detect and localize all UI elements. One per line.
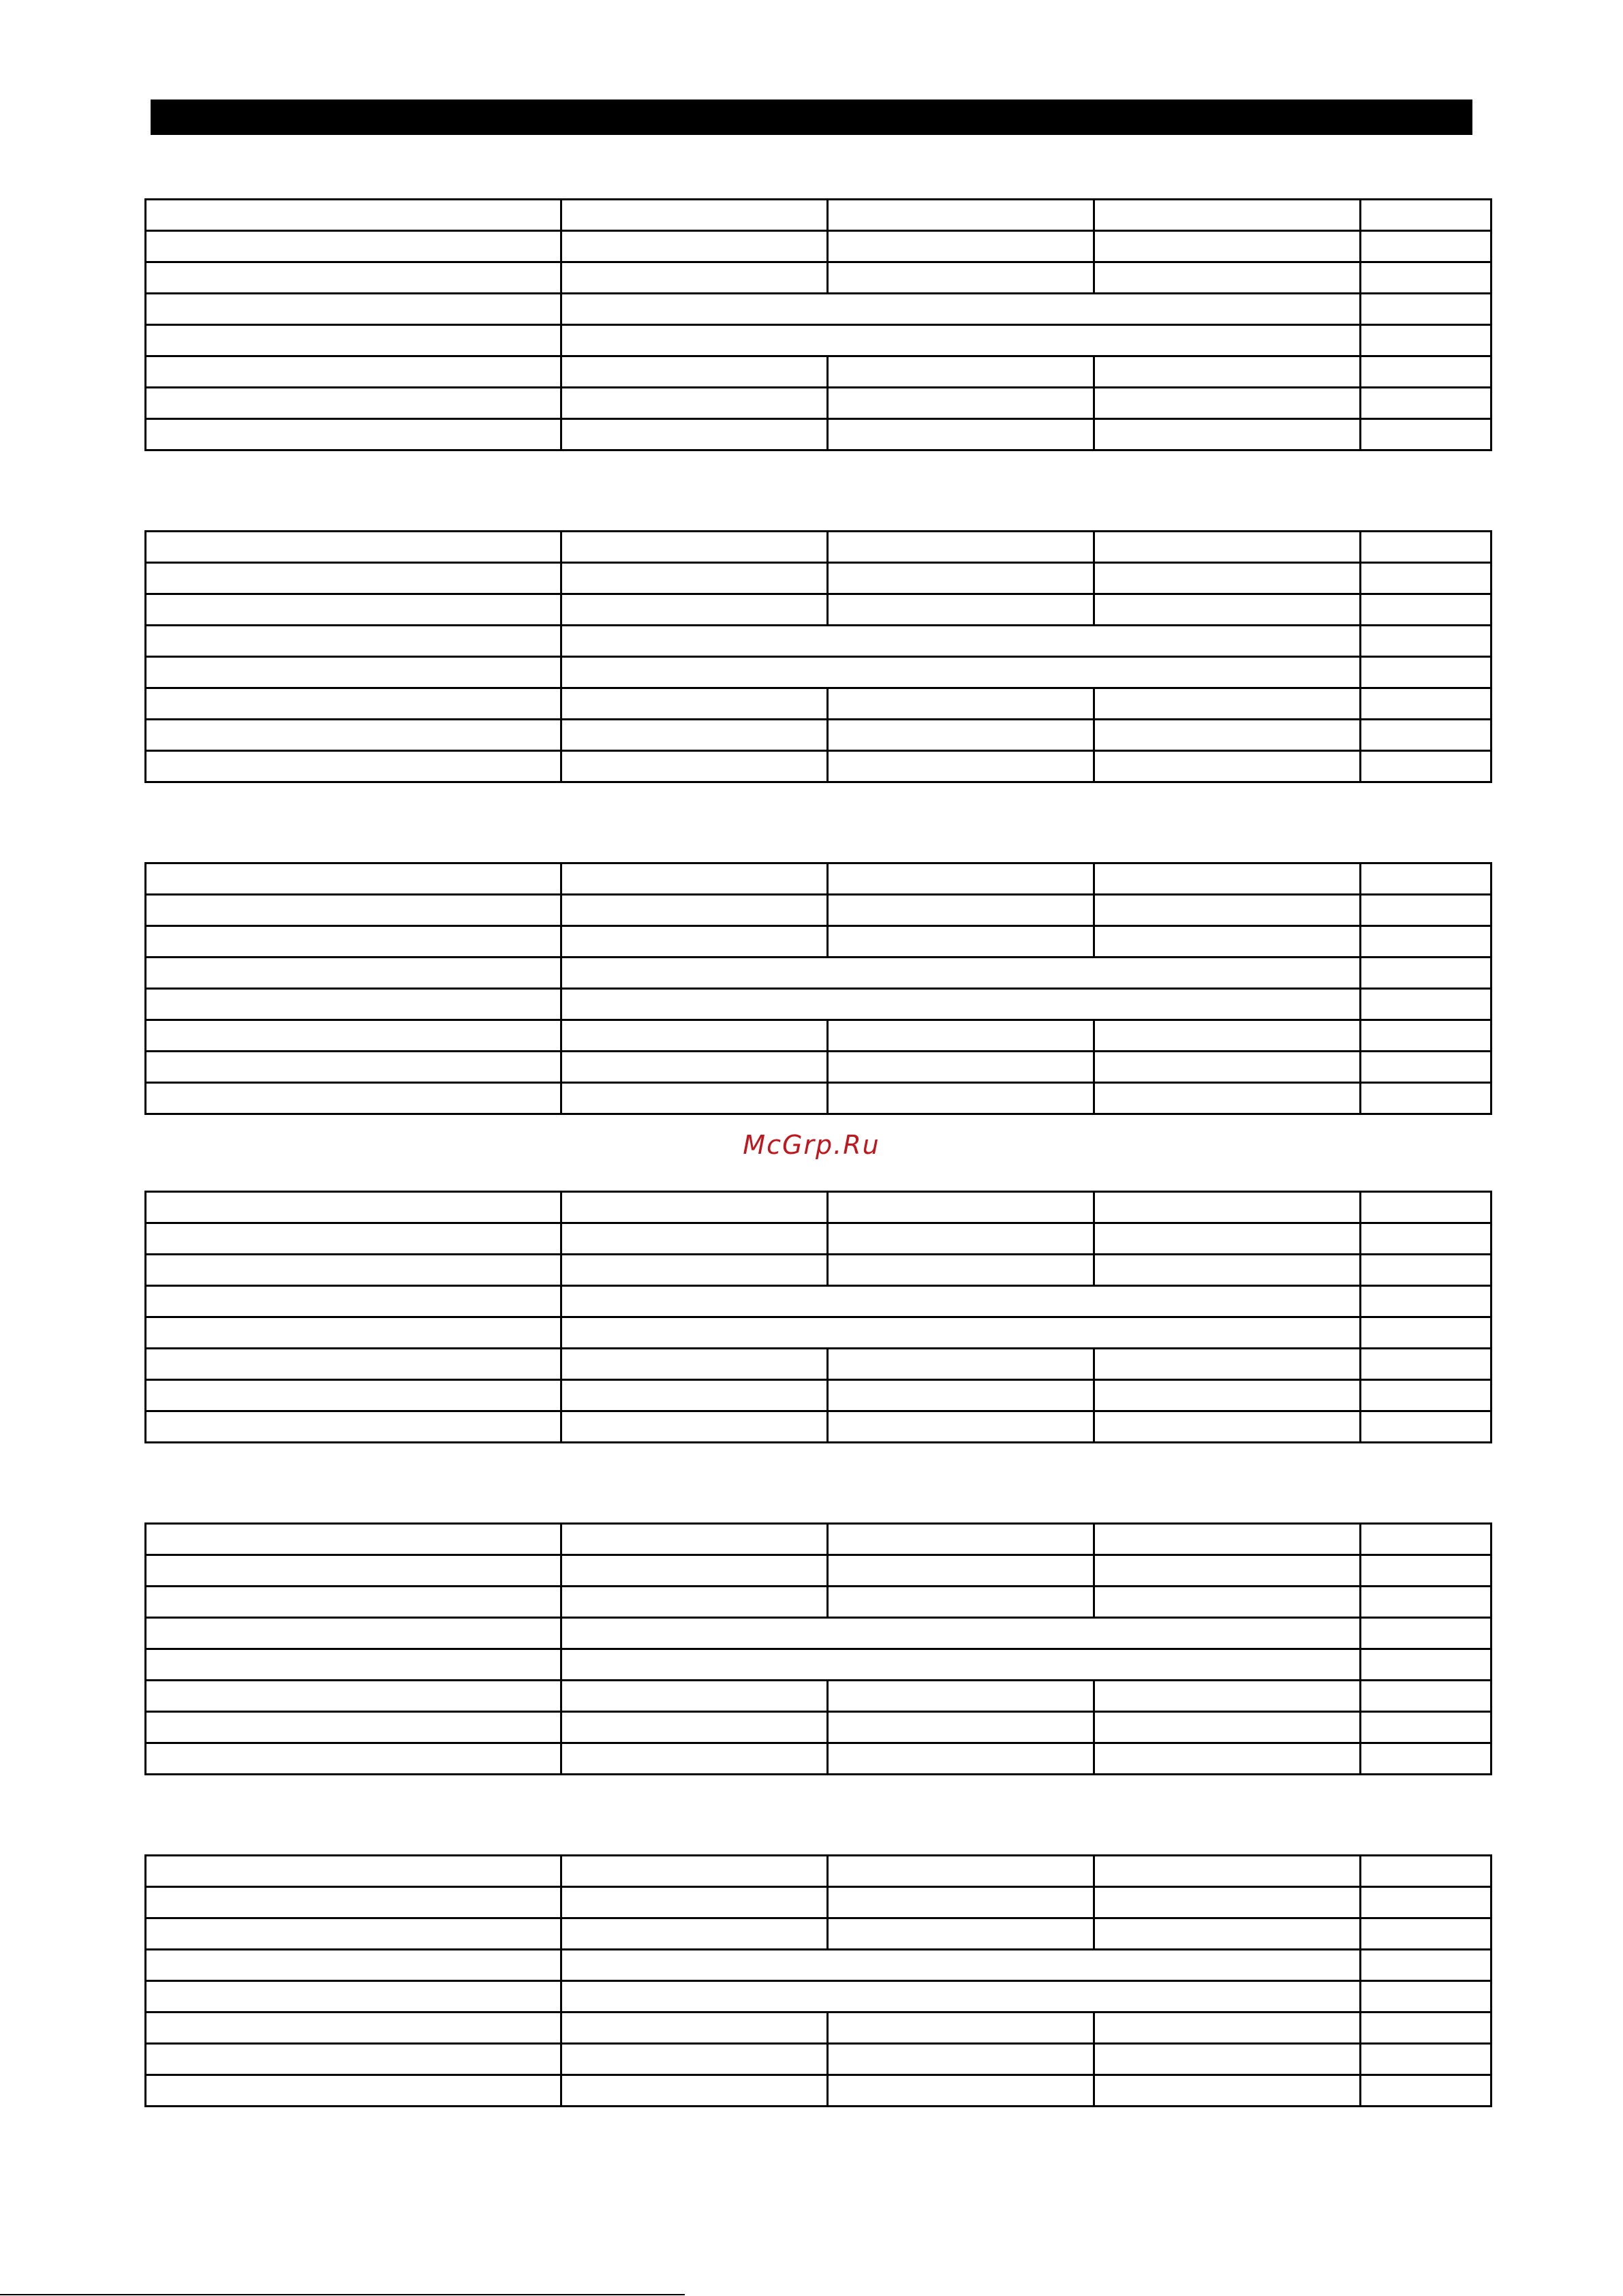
table-cell [1094, 594, 1361, 626]
table-cell [1094, 1743, 1361, 1775]
table-cell [561, 688, 828, 720]
table-cell [561, 356, 828, 388]
table-row [146, 626, 1491, 657]
table-cell [146, 325, 561, 356]
table-cell [828, 1856, 1094, 1887]
table-cell [1361, 231, 1491, 262]
table-row [146, 1192, 1491, 1223]
table-cell [1361, 720, 1491, 751]
form-table-2 [144, 530, 1492, 783]
table-row [146, 1380, 1491, 1411]
table-row [146, 1255, 1491, 1286]
table-cell [1361, 1524, 1491, 1555]
table-cell [828, 863, 1094, 895]
table-row [146, 1981, 1491, 2012]
table-cell [146, 563, 561, 594]
table-cell [1361, 751, 1491, 782]
table-cell [561, 1286, 1361, 1317]
table-cell [828, 1681, 1094, 1712]
table-cell [1361, 419, 1491, 450]
table-cell [1094, 895, 1361, 926]
table-cell [828, 720, 1094, 751]
table-row [146, 1587, 1491, 1618]
table-cell [1361, 1411, 1491, 1443]
table-cell [1094, 1712, 1361, 1743]
table-cell [561, 1349, 828, 1380]
watermark-text: McGrp.Ru [743, 1130, 880, 1160]
table-row [146, 1052, 1491, 1083]
table-cell [561, 1856, 828, 1887]
table-cell [561, 1555, 828, 1587]
table-cell [561, 2044, 828, 2075]
table-cell [1094, 1524, 1361, 1555]
table-cell [828, 200, 1094, 231]
form-table-4 [144, 1191, 1492, 1443]
table-row [146, 1020, 1491, 1052]
table-cell [1094, 1587, 1361, 1618]
table-cell [1094, 356, 1361, 388]
table-cell [1094, 1083, 1361, 1114]
table-row [146, 200, 1491, 231]
table-cell [1094, 751, 1361, 782]
table-cell [561, 1380, 828, 1411]
table-cell [1361, 1223, 1491, 1255]
table-cell [561, 657, 1361, 688]
table-cell [146, 1712, 561, 1743]
table-cell [146, 1411, 561, 1443]
table-cell [1361, 200, 1491, 231]
table-cell [1094, 388, 1361, 419]
table-cell [561, 720, 828, 751]
table-cell [1361, 594, 1491, 626]
table-cell [828, 1052, 1094, 1083]
table-row [146, 688, 1491, 720]
table-cell [146, 1083, 561, 1114]
table-cell [146, 720, 561, 751]
table-cell [561, 1317, 1361, 1349]
table-row [146, 1411, 1491, 1443]
table-row [146, 1950, 1491, 1981]
table-cell [561, 1981, 1361, 2012]
table-cell [561, 1255, 828, 1286]
table-row [146, 262, 1491, 294]
table-cell [561, 626, 1361, 657]
table-cell [146, 626, 561, 657]
table-cell [828, 1223, 1094, 1255]
table-cell [1094, 688, 1361, 720]
table-cell [561, 1524, 828, 1555]
table-cell [1361, 1618, 1491, 1649]
table-cell [1361, 356, 1491, 388]
table-cell [828, 1524, 1094, 1555]
table-cell [1361, 1681, 1491, 1712]
table-cell [1361, 958, 1491, 989]
table-cell [561, 532, 828, 563]
table-cell [146, 1255, 561, 1286]
table-cell [828, 563, 1094, 594]
table-cell [1094, 1052, 1361, 1083]
table-row [146, 720, 1491, 751]
table-cell [1361, 895, 1491, 926]
table-cell [561, 1223, 828, 1255]
table-cell [828, 2075, 1094, 2107]
table-cell [146, 200, 561, 231]
table-cell [1094, 419, 1361, 450]
table-cell [1094, 926, 1361, 958]
table-cell [1361, 325, 1491, 356]
table-row [146, 1286, 1491, 1317]
table-cell [561, 594, 828, 626]
table-cell [146, 958, 561, 989]
table-cell [828, 1411, 1094, 1443]
table-cell [828, 1349, 1094, 1380]
table-cell [561, 958, 1361, 989]
table-row [146, 563, 1491, 594]
form-table-6 [144, 1854, 1492, 2107]
table-cell [828, 231, 1094, 262]
table-cell [828, 532, 1094, 563]
table-cell [828, 895, 1094, 926]
table-cell [1361, 1649, 1491, 1681]
table-cell [828, 2044, 1094, 2075]
table-cell [146, 1380, 561, 1411]
table-cell [1361, 1712, 1491, 1743]
table-cell [146, 231, 561, 262]
table-cell [561, 1681, 828, 1712]
table-cell [146, 1918, 561, 1950]
table-cell [828, 1192, 1094, 1223]
table-cell [1094, 200, 1361, 231]
table-cell [561, 1649, 1361, 1681]
table-cell [1094, 1887, 1361, 1918]
table-cell [561, 1083, 828, 1114]
table-cell [828, 1380, 1094, 1411]
table-cell [1094, 863, 1361, 895]
table-cell [1361, 1052, 1491, 1083]
table-cell [828, 388, 1094, 419]
table-cell [146, 688, 561, 720]
table-cell [1361, 1349, 1491, 1380]
table-cell [561, 1712, 828, 1743]
table-cell [146, 1681, 561, 1712]
table-cell [561, 2075, 828, 2107]
table-cell [146, 1555, 561, 1587]
table-cell [1361, 1950, 1491, 1981]
table-cell [146, 1743, 561, 1775]
table-row [146, 231, 1491, 262]
table-cell [1361, 1380, 1491, 1411]
table-cell [828, 751, 1094, 782]
table-cell [1094, 2012, 1361, 2044]
table-cell [1094, 1192, 1361, 1223]
table-row [146, 325, 1491, 356]
table-cell [828, 594, 1094, 626]
table-cell [146, 262, 561, 294]
table-row [146, 657, 1491, 688]
table-cell [1361, 1918, 1491, 1950]
table-cell [561, 1918, 828, 1950]
table-cell [1361, 294, 1491, 325]
table-row [146, 388, 1491, 419]
table-row [146, 958, 1491, 989]
table-cell [1361, 2012, 1491, 2044]
table-cell [561, 200, 828, 231]
table-cell [1361, 563, 1491, 594]
table-cell [1094, 1223, 1361, 1255]
table-cell [1361, 1743, 1491, 1775]
table-cell [1094, 2044, 1361, 2075]
table-cell [1361, 863, 1491, 895]
table-row [146, 1681, 1491, 1712]
table-cell [561, 895, 828, 926]
table-cell [1094, 1681, 1361, 1712]
table-cell [1361, 2075, 1491, 2107]
table-row [146, 1712, 1491, 1743]
table-cell [1361, 2044, 1491, 2075]
table-cell [828, 1918, 1094, 1950]
table-row [146, 356, 1491, 388]
table-cell [1361, 388, 1491, 419]
table-row [146, 2012, 1491, 2044]
table-cell [561, 926, 828, 958]
table-row [146, 1618, 1491, 1649]
table-cell [146, 356, 561, 388]
table-cell [828, 419, 1094, 450]
table-cell [1361, 1083, 1491, 1114]
table-cell [828, 1587, 1094, 1618]
table-cell [146, 1020, 561, 1052]
table-cell [828, 688, 1094, 720]
table-cell [561, 1052, 828, 1083]
table-cell [1361, 626, 1491, 657]
table-cell [146, 532, 561, 563]
table-cell [561, 388, 828, 419]
table-cell [146, 1618, 561, 1649]
table-cell [561, 751, 828, 782]
table-cell [1361, 262, 1491, 294]
table-cell [146, 1887, 561, 1918]
table-cell [1361, 1555, 1491, 1587]
table-cell [146, 1286, 561, 1317]
table-cell [1094, 1349, 1361, 1380]
table-cell [1094, 532, 1361, 563]
table-row [146, 2044, 1491, 2075]
table-cell [1094, 563, 1361, 594]
table-cell [146, 1223, 561, 1255]
table-cell [146, 1981, 561, 2012]
table-row [146, 895, 1491, 926]
table-cell [1094, 231, 1361, 262]
table-cell [1094, 1255, 1361, 1286]
table-row [146, 1555, 1491, 1587]
table-cell [146, 895, 561, 926]
table-row [146, 294, 1491, 325]
table-cell [1094, 1411, 1361, 1443]
table-row [146, 1223, 1491, 1255]
table-cell [1361, 1587, 1491, 1618]
table-cell [1094, 1918, 1361, 1950]
table-cell [561, 262, 828, 294]
table-cell [828, 1255, 1094, 1286]
table-cell [146, 2044, 561, 2075]
table-row [146, 989, 1491, 1020]
table-cell [1094, 720, 1361, 751]
table-cell [561, 419, 828, 450]
table-cell [146, 419, 561, 450]
table-cell [146, 926, 561, 958]
table-cell [828, 1083, 1094, 1114]
table-cell [1361, 1192, 1491, 1223]
table-row [146, 751, 1491, 782]
table-cell [146, 657, 561, 688]
table-cell [828, 1743, 1094, 1775]
table-cell [561, 1587, 828, 1618]
table-cell [1094, 2075, 1361, 2107]
table-cell [828, 1712, 1094, 1743]
table-cell [1094, 1555, 1361, 1587]
table-row [146, 1856, 1491, 1887]
table-row [146, 1887, 1491, 1918]
table-cell [146, 863, 561, 895]
table-cell [561, 1950, 1361, 1981]
table-cell [146, 1649, 561, 1681]
table-row [146, 1083, 1491, 1114]
table-cell [1361, 926, 1491, 958]
table-cell [1361, 1887, 1491, 1918]
table-cell [561, 563, 828, 594]
header-bar [151, 100, 1472, 135]
table-cell [146, 989, 561, 1020]
table-row [146, 1349, 1491, 1380]
footnote-rule [0, 2294, 685, 2295]
form-table-5 [144, 1522, 1492, 1775]
form-table-1 [144, 198, 1492, 451]
table-cell [561, 1618, 1361, 1649]
table-cell [1361, 688, 1491, 720]
table-cell [561, 1192, 828, 1223]
table-cell [561, 294, 1361, 325]
table-row [146, 863, 1491, 895]
table-cell [1361, 657, 1491, 688]
table-cell [146, 1856, 561, 1887]
table-row [146, 532, 1491, 563]
table-cell [1361, 1981, 1491, 2012]
table-row [146, 1649, 1491, 1681]
table-cell [146, 751, 561, 782]
table-cell [828, 356, 1094, 388]
table-cell [561, 1020, 828, 1052]
table-cell [561, 863, 828, 895]
table-cell [1361, 1317, 1491, 1349]
table-cell [1361, 1255, 1491, 1286]
table-cell [1361, 1286, 1491, 1317]
table-cell [146, 1524, 561, 1555]
table-cell [1094, 262, 1361, 294]
table-cell [146, 594, 561, 626]
table-cell [146, 1587, 561, 1618]
table-cell [561, 325, 1361, 356]
table-cell [828, 1555, 1094, 1587]
table-cell [561, 1887, 828, 1918]
table-cell [828, 262, 1094, 294]
table-cell [828, 2012, 1094, 2044]
table-row [146, 594, 1491, 626]
table-cell [561, 2012, 828, 2044]
table-cell [828, 926, 1094, 958]
table-cell [146, 1052, 561, 1083]
table-row [146, 1743, 1491, 1775]
table-row [146, 1317, 1491, 1349]
table-cell [1361, 989, 1491, 1020]
table-row [146, 926, 1491, 958]
table-cell [1094, 1856, 1361, 1887]
table-cell [1361, 1020, 1491, 1052]
table-cell [146, 388, 561, 419]
table-cell [146, 2075, 561, 2107]
table-cell [561, 989, 1361, 1020]
table-row [146, 1524, 1491, 1555]
table-row [146, 1918, 1491, 1950]
table-cell [561, 1411, 828, 1443]
table-cell [561, 231, 828, 262]
table-cell [561, 1743, 828, 1775]
table-cell [146, 294, 561, 325]
table-cell [1094, 1020, 1361, 1052]
table-row [146, 419, 1491, 450]
table-cell [146, 1950, 561, 1981]
table-cell [146, 2012, 561, 2044]
table-cell [146, 1349, 561, 1380]
form-table-3 [144, 862, 1492, 1115]
table-cell [828, 1887, 1094, 1918]
table-row [146, 2075, 1491, 2107]
table-cell [828, 1020, 1094, 1052]
table-cell [1361, 532, 1491, 563]
table-cell [1094, 1380, 1361, 1411]
table-cell [1361, 1856, 1491, 1887]
table-cell [146, 1317, 561, 1349]
table-cell [146, 1192, 561, 1223]
